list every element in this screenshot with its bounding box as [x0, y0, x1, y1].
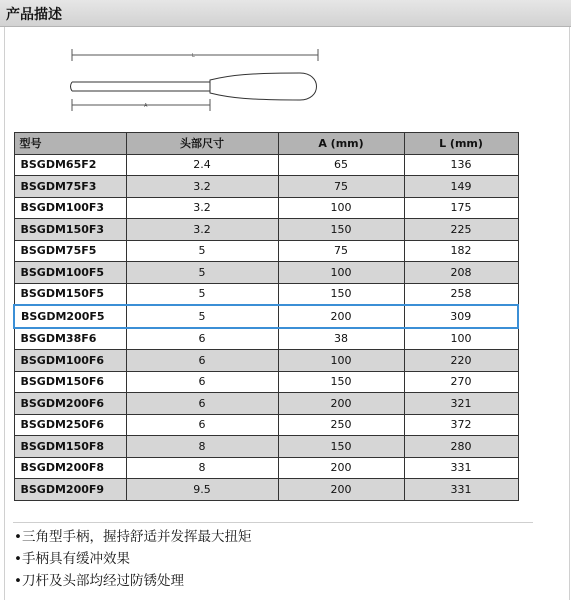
table-row[interactable] — [14, 457, 518, 479]
cell-head-size: 3.2 — [126, 176, 278, 198]
cell-model: BSGDM250F6 — [14, 414, 126, 436]
cell-model: BSGDM200F5 — [14, 305, 126, 328]
cell-l: 175 — [404, 197, 518, 219]
cell-a: 250 — [278, 414, 404, 436]
cell-model: BSGDM65F2 — [14, 154, 126, 176]
cell-head-size: 5 — [126, 262, 278, 284]
cell-a: 100 — [278, 262, 404, 284]
cell-model: BSGDM100F3 — [14, 197, 126, 219]
cell-a: 200 — [278, 393, 404, 415]
cell-model: BSGDM150F5 — [14, 283, 126, 305]
cell-a: 200 — [278, 305, 404, 328]
label-a: A — [144, 103, 148, 109]
cell-head-size: 8 — [126, 457, 278, 479]
cell-model: BSGDM150F6 — [14, 371, 126, 393]
table-row[interactable] — [14, 350, 518, 372]
cell-l: 225 — [404, 219, 518, 241]
cell-model: BSGDM200F6 — [14, 393, 126, 415]
table-row[interactable] — [14, 240, 518, 262]
cell-l: 220 — [404, 350, 518, 372]
note-item: •手柄具有缓冲效果 — [14, 551, 130, 567]
cell-a: 200 — [278, 479, 404, 501]
cell-l: 270 — [404, 371, 518, 393]
cell-a: 150 — [278, 283, 404, 305]
cell-l: 309 — [404, 305, 518, 328]
cell-head-size: 6 — [126, 393, 278, 415]
feature-notes — [14, 526, 251, 592]
cell-l: 100 — [404, 328, 518, 350]
notes-divider — [13, 522, 533, 523]
table-row[interactable] — [14, 371, 518, 393]
cell-l: 331 — [404, 479, 518, 501]
table-row[interactable] — [14, 479, 518, 501]
cell-model: BSGDM75F5 — [14, 240, 126, 262]
table-row[interactable] — [14, 393, 518, 415]
cell-model: BSGDM100F5 — [14, 262, 126, 284]
cell-l: 149 — [404, 176, 518, 198]
cell-model: BSGDM150F3 — [14, 219, 126, 241]
table-row[interactable] — [14, 328, 518, 350]
cell-head-size: 6 — [126, 371, 278, 393]
cell-head-size: 6 — [126, 414, 278, 436]
table-row[interactable] — [14, 176, 518, 198]
cell-a: 150 — [278, 436, 404, 458]
header-a: A (mm) — [278, 133, 404, 155]
table-header-row — [14, 133, 518, 155]
cell-head-size: 5 — [126, 283, 278, 305]
cell-l: 331 — [404, 457, 518, 479]
cell-model: BSGDM38F6 — [14, 328, 126, 350]
table-row[interactable] — [14, 305, 518, 328]
table-row[interactable] — [14, 262, 518, 284]
cell-head-size: 5 — [126, 240, 278, 262]
cell-head-size: 6 — [126, 328, 278, 350]
section-title: 产品描述 — [6, 7, 62, 23]
table-row[interactable] — [14, 436, 518, 458]
cell-head-size: 5 — [126, 305, 278, 328]
table-row[interactable] — [14, 414, 518, 436]
cell-model: BSGDM100F6 — [14, 350, 126, 372]
header-head-size: 头部尺寸 — [126, 133, 278, 155]
cell-a: 75 — [278, 176, 404, 198]
cell-a: 150 — [278, 219, 404, 241]
cell-a: 38 — [278, 328, 404, 350]
note-item: •三角型手柄，握持舒适并发挥最大扭矩 — [14, 529, 252, 545]
cell-l: 372 — [404, 414, 518, 436]
cell-l: 208 — [404, 262, 518, 284]
cell-head-size: 9.5 — [126, 479, 278, 501]
cell-model: BSGDM200F9 — [14, 479, 126, 501]
cell-l: 321 — [404, 393, 518, 415]
table-row[interactable] — [14, 283, 518, 305]
cell-head-size: 2.4 — [126, 154, 278, 176]
cell-head-size: 6 — [126, 350, 278, 372]
cell-l: 280 — [404, 436, 518, 458]
cell-model: BSGDM75F3 — [14, 176, 126, 198]
cell-a: 100 — [278, 197, 404, 219]
cell-a: 100 — [278, 350, 404, 372]
header-model: 型号 — [14, 133, 126, 155]
cell-l: 136 — [404, 154, 518, 176]
cell-l: 182 — [404, 240, 518, 262]
table-row[interactable] — [14, 219, 518, 241]
cell-a: 200 — [278, 457, 404, 479]
note-item: •刀杆及头部均经过防锈处理 — [14, 573, 184, 589]
label-l: L — [192, 53, 195, 59]
spec-table — [13, 132, 519, 501]
cell-l: 258 — [404, 283, 518, 305]
cell-head-size: 3.2 — [126, 197, 278, 219]
cell-a: 150 — [278, 371, 404, 393]
table-row[interactable] — [14, 197, 518, 219]
cell-head-size: 3.2 — [126, 219, 278, 241]
cell-head-size: 8 — [126, 436, 278, 458]
section-header — [0, 0, 571, 27]
cell-model: BSGDM200F8 — [14, 457, 126, 479]
cell-a: 65 — [278, 154, 404, 176]
table-row[interactable] — [14, 154, 518, 176]
cell-a: 75 — [278, 240, 404, 262]
header-l: L (mm) — [404, 133, 518, 155]
cell-model: BSGDM150F8 — [14, 436, 126, 458]
screwdriver-diagram — [60, 40, 330, 120]
